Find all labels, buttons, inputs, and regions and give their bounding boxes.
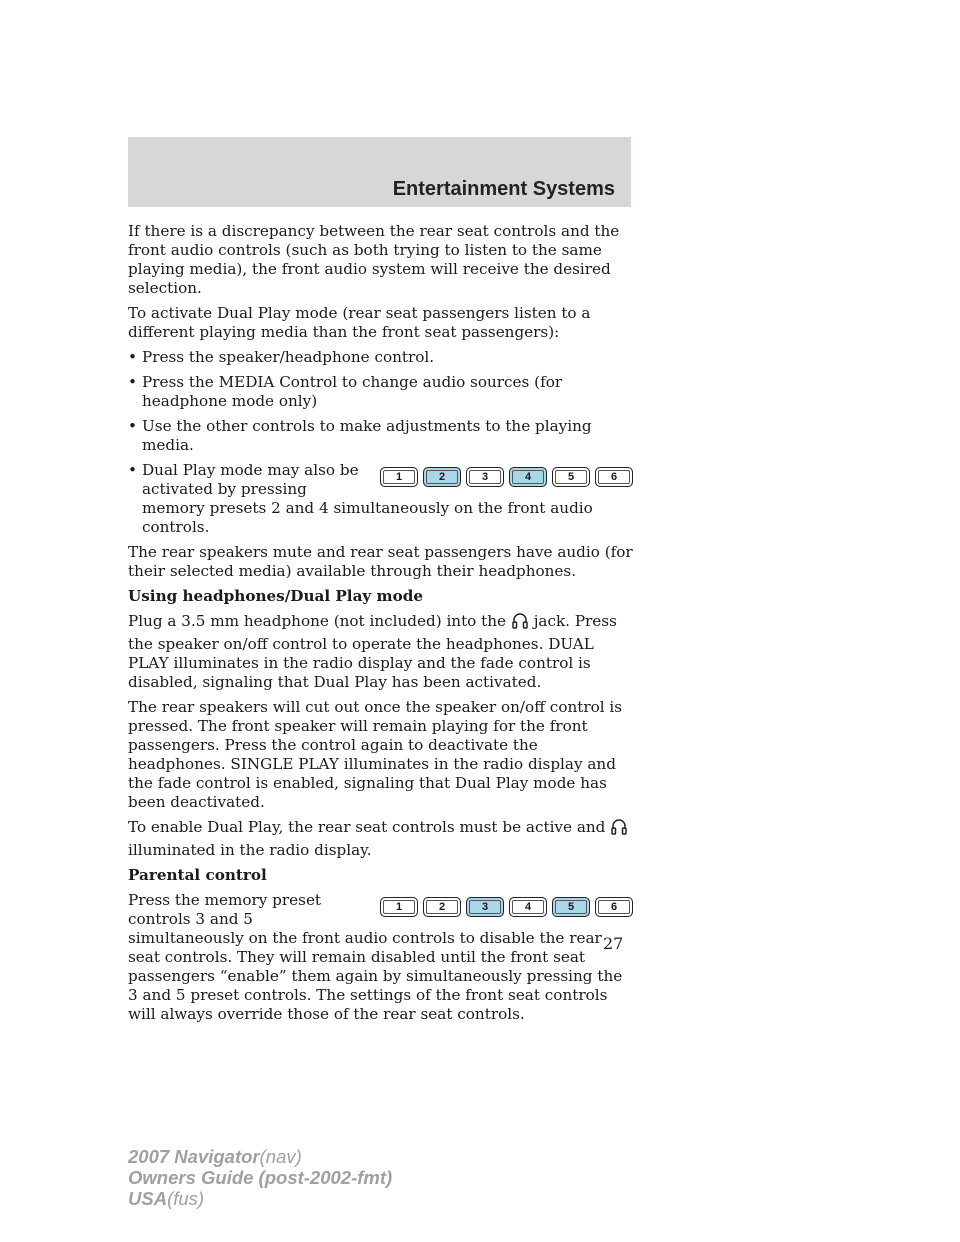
section-title: Entertainment Systems xyxy=(392,178,615,200)
preset-button-5-highlighted: 5 xyxy=(552,897,590,917)
preset-button-6: 6 xyxy=(595,467,633,487)
footer-model: 2007 Navigator xyxy=(128,1146,260,1167)
footer-model-code: (nav) xyxy=(259,1146,302,1167)
paragraph-rear-speakers-cut-out: The rear speakers will cut out once the speaker on/off control is pressed. The front speaker will remain playing for the front passengers. Press the control again to deactivate the headphones. SINGLE PLAY illuminates in the radio display and the fade control is enabled, signaling that Dual Play mode has been deactivated. xyxy=(128,698,623,811)
text-segment: illuminated in the radio display. xyxy=(128,841,372,859)
paragraph-discrepancy: If there is a discrepancy between the rear seat controls and the front audio controls (such as both trying to listen to the same playing media), the front audio system will receive the desired selection. xyxy=(128,222,620,297)
preset-button-3: 3 xyxy=(466,467,504,487)
footer-market: USA xyxy=(128,1188,168,1209)
footer-line-3 xyxy=(128,1188,392,1209)
paragraph-enable-dual-play xyxy=(128,818,633,860)
preset-button-6: 6 xyxy=(595,897,633,917)
heading-dual-play: Using headphones/Dual Play mode xyxy=(128,587,424,605)
preset-button-3-highlighted: 3 xyxy=(466,897,504,917)
list-item: • Press the MEDIA Control to change audio sources (for headphone mode only) xyxy=(128,373,633,411)
paragraph-parental-control xyxy=(128,891,633,1024)
page-number: 27 xyxy=(603,934,624,953)
preset-button-4-highlighted: 4 xyxy=(509,467,547,487)
list-item: • Use the other controls to make adjustments to the playing media. xyxy=(128,417,633,455)
dual-play-steps xyxy=(128,348,633,537)
paragraph-text: Press the memory preset controls 3 and 5 simultaneously on the front audio controls to disable the rear seat controls. They will remain disabled until the front seat passengers “enable” them again by simultaneously pressing the 3 and 5 preset controls. The settings of the front seat controls will always override those of the rear seat controls. xyxy=(128,891,623,1023)
section-header xyxy=(128,137,631,207)
paragraph-activate-dual-play: To activate Dual Play mode (rear seat passengers listen to a different playing media than the front seat passengers): xyxy=(128,304,591,341)
headphone-icon xyxy=(512,612,528,635)
preset-button-2-highlighted: 2 xyxy=(423,467,461,487)
heading-parental-control: Parental control xyxy=(128,866,267,884)
footer-line-1 xyxy=(128,1146,392,1167)
text-segment: Plug a 3.5 mm headphone (not included) into the xyxy=(128,612,507,630)
preset-button-4: 4 xyxy=(509,897,547,917)
preset-buttons-figure-dual-play xyxy=(380,467,633,487)
footer-market-code: (fus) xyxy=(167,1188,205,1209)
page-content xyxy=(128,222,633,1030)
footer-line-2: Owners Guide (post-2002-fmt) xyxy=(128,1167,393,1188)
list-item-text: Dual Play mode may also be activated by pressing memory presets 2 and 4 simultaneously on the front audio controls. xyxy=(142,461,593,536)
list-item: • Press the speaker/headphone control. xyxy=(128,348,633,367)
text-segment: To enable Dual Play, the rear seat controls must be active and xyxy=(128,818,606,836)
headphone-icon xyxy=(611,818,627,841)
preset-button-1: 1 xyxy=(380,897,418,917)
preset-button-2: 2 xyxy=(423,897,461,917)
preset-button-1: • 1 xyxy=(380,467,418,487)
document-footer xyxy=(128,1146,392,1209)
preset-buttons-figure-parental xyxy=(380,897,633,917)
preset-button-5: 5 xyxy=(552,467,590,487)
list-item-with-figure xyxy=(128,461,633,537)
paragraph-rear-speakers-mute: The rear speakers mute and rear seat passengers have audio (for their selected media) available through their headphones. xyxy=(128,543,633,580)
paragraph-plug-headphone xyxy=(128,612,633,692)
text-segment: jack. Press the speaker on/off control to operate the headphones. DUAL PLAY illuminates in the radio display and the fade control is disabled, signaling that Dual Play has been activated. xyxy=(128,612,617,691)
